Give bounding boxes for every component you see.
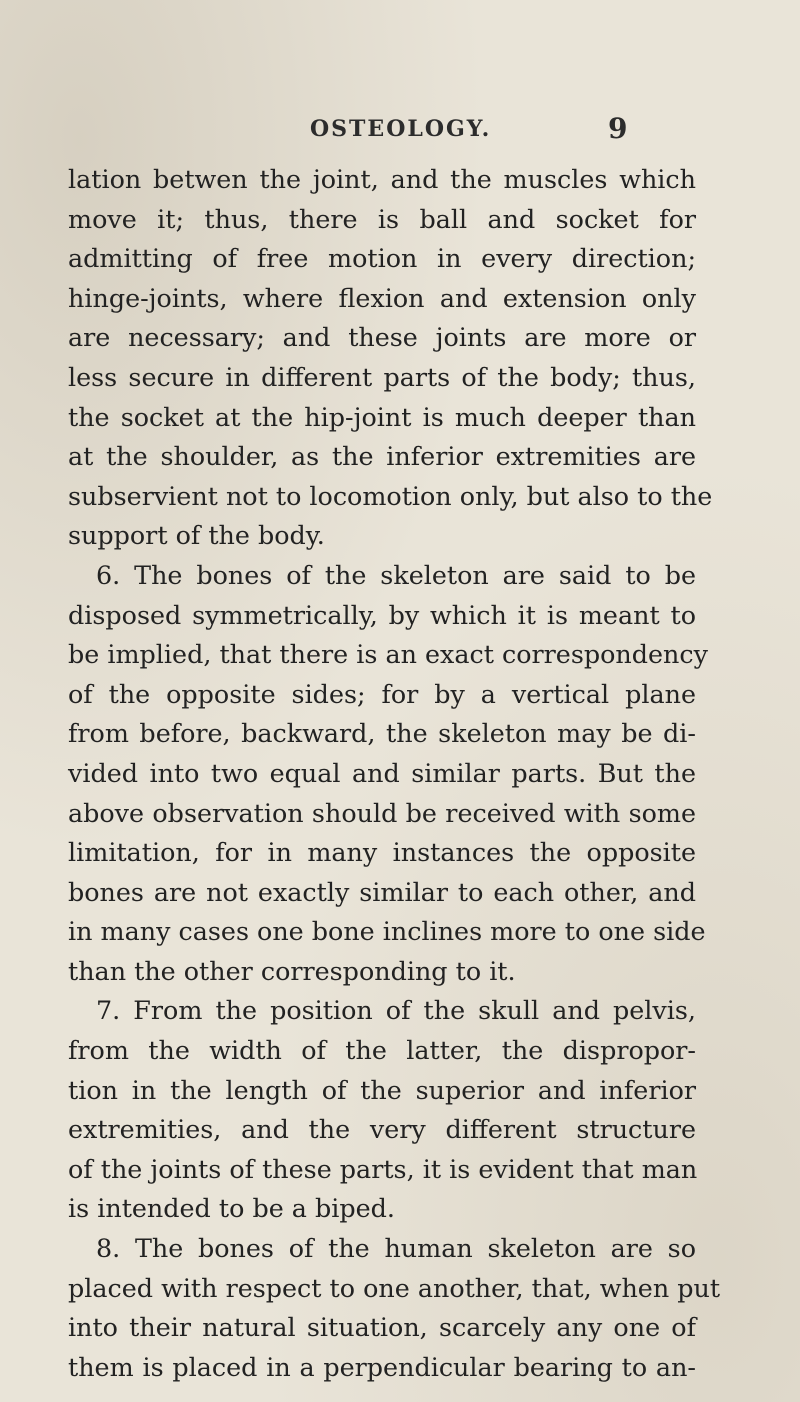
text-line: placed with respect to one another, that, when put bbox=[68, 1272, 721, 1303]
text-line: disposed symmetrically, by which it is meant to bbox=[68, 599, 696, 630]
text-line: in many cases one bone inclines more to one side bbox=[68, 916, 706, 947]
text-line: at the shoulder, as the inferior extremities are bbox=[68, 441, 696, 472]
text-line: is intended to be a biped. bbox=[68, 1193, 395, 1224]
text-line: less secure in different parts of the body; thus, bbox=[68, 361, 696, 392]
text-line: tion in the length of the superior and inferior bbox=[68, 1074, 696, 1105]
text-line: into their natural situation, scarcely any one of bbox=[68, 1312, 696, 1343]
text-line: the socket at the hip-joint is much deeper than bbox=[68, 401, 696, 432]
text-line: hinge-joints, where flexion and extension only bbox=[68, 282, 696, 313]
paragraph-start-7: 7. From the position of the skull and pelvis, bbox=[96, 995, 696, 1026]
text-line: above observation should be received with some bbox=[68, 797, 696, 828]
text-line: vided into two equal and similar parts. But the bbox=[68, 757, 696, 788]
paragraph-start-8: 8. The bones of the human skeleton are so bbox=[96, 1233, 696, 1264]
page-header bbox=[0, 114, 800, 154]
paragraph-start-6: 6. The bones of the skeleton are said to be bbox=[96, 559, 696, 590]
running-title: OSTEOLOGY. bbox=[310, 116, 492, 142]
text-line: from before, backward, the skeleton may be di- bbox=[68, 718, 696, 749]
text-line: limitation, for in many instances the opposite bbox=[68, 837, 696, 868]
text-line: subservient not to locomotion only, but also to the bbox=[68, 480, 713, 511]
body-text bbox=[68, 160, 721, 1387]
text-line: than the other corresponding to it. bbox=[68, 955, 516, 986]
text-line: admitting of free motion in every direction; bbox=[68, 243, 696, 274]
text-line: of the joints of these parts, it is evident that man bbox=[68, 1153, 698, 1184]
text-line: them is placed in a perpendicular bearing to an- bbox=[68, 1351, 696, 1382]
text-line: support of the body. bbox=[68, 520, 325, 551]
text-line: lation betwen the joint, and the muscles which bbox=[68, 164, 696, 194]
text-line: bones are not exactly similar to each other, and bbox=[68, 876, 696, 907]
text-line: from the width of the latter, the dispropor- bbox=[68, 1035, 696, 1066]
text-line: be implied, that there is an exact correspondency bbox=[68, 639, 708, 670]
text-line: of the opposite sides; for by a vertical plane bbox=[68, 678, 696, 709]
text-line: are necessary; and these joints are more or bbox=[68, 322, 696, 353]
text-line: move it; thus, there is ball and socket for bbox=[68, 203, 696, 234]
page-number: 9 bbox=[608, 112, 628, 145]
text-line: extremities, and the very different structure bbox=[68, 1114, 696, 1145]
